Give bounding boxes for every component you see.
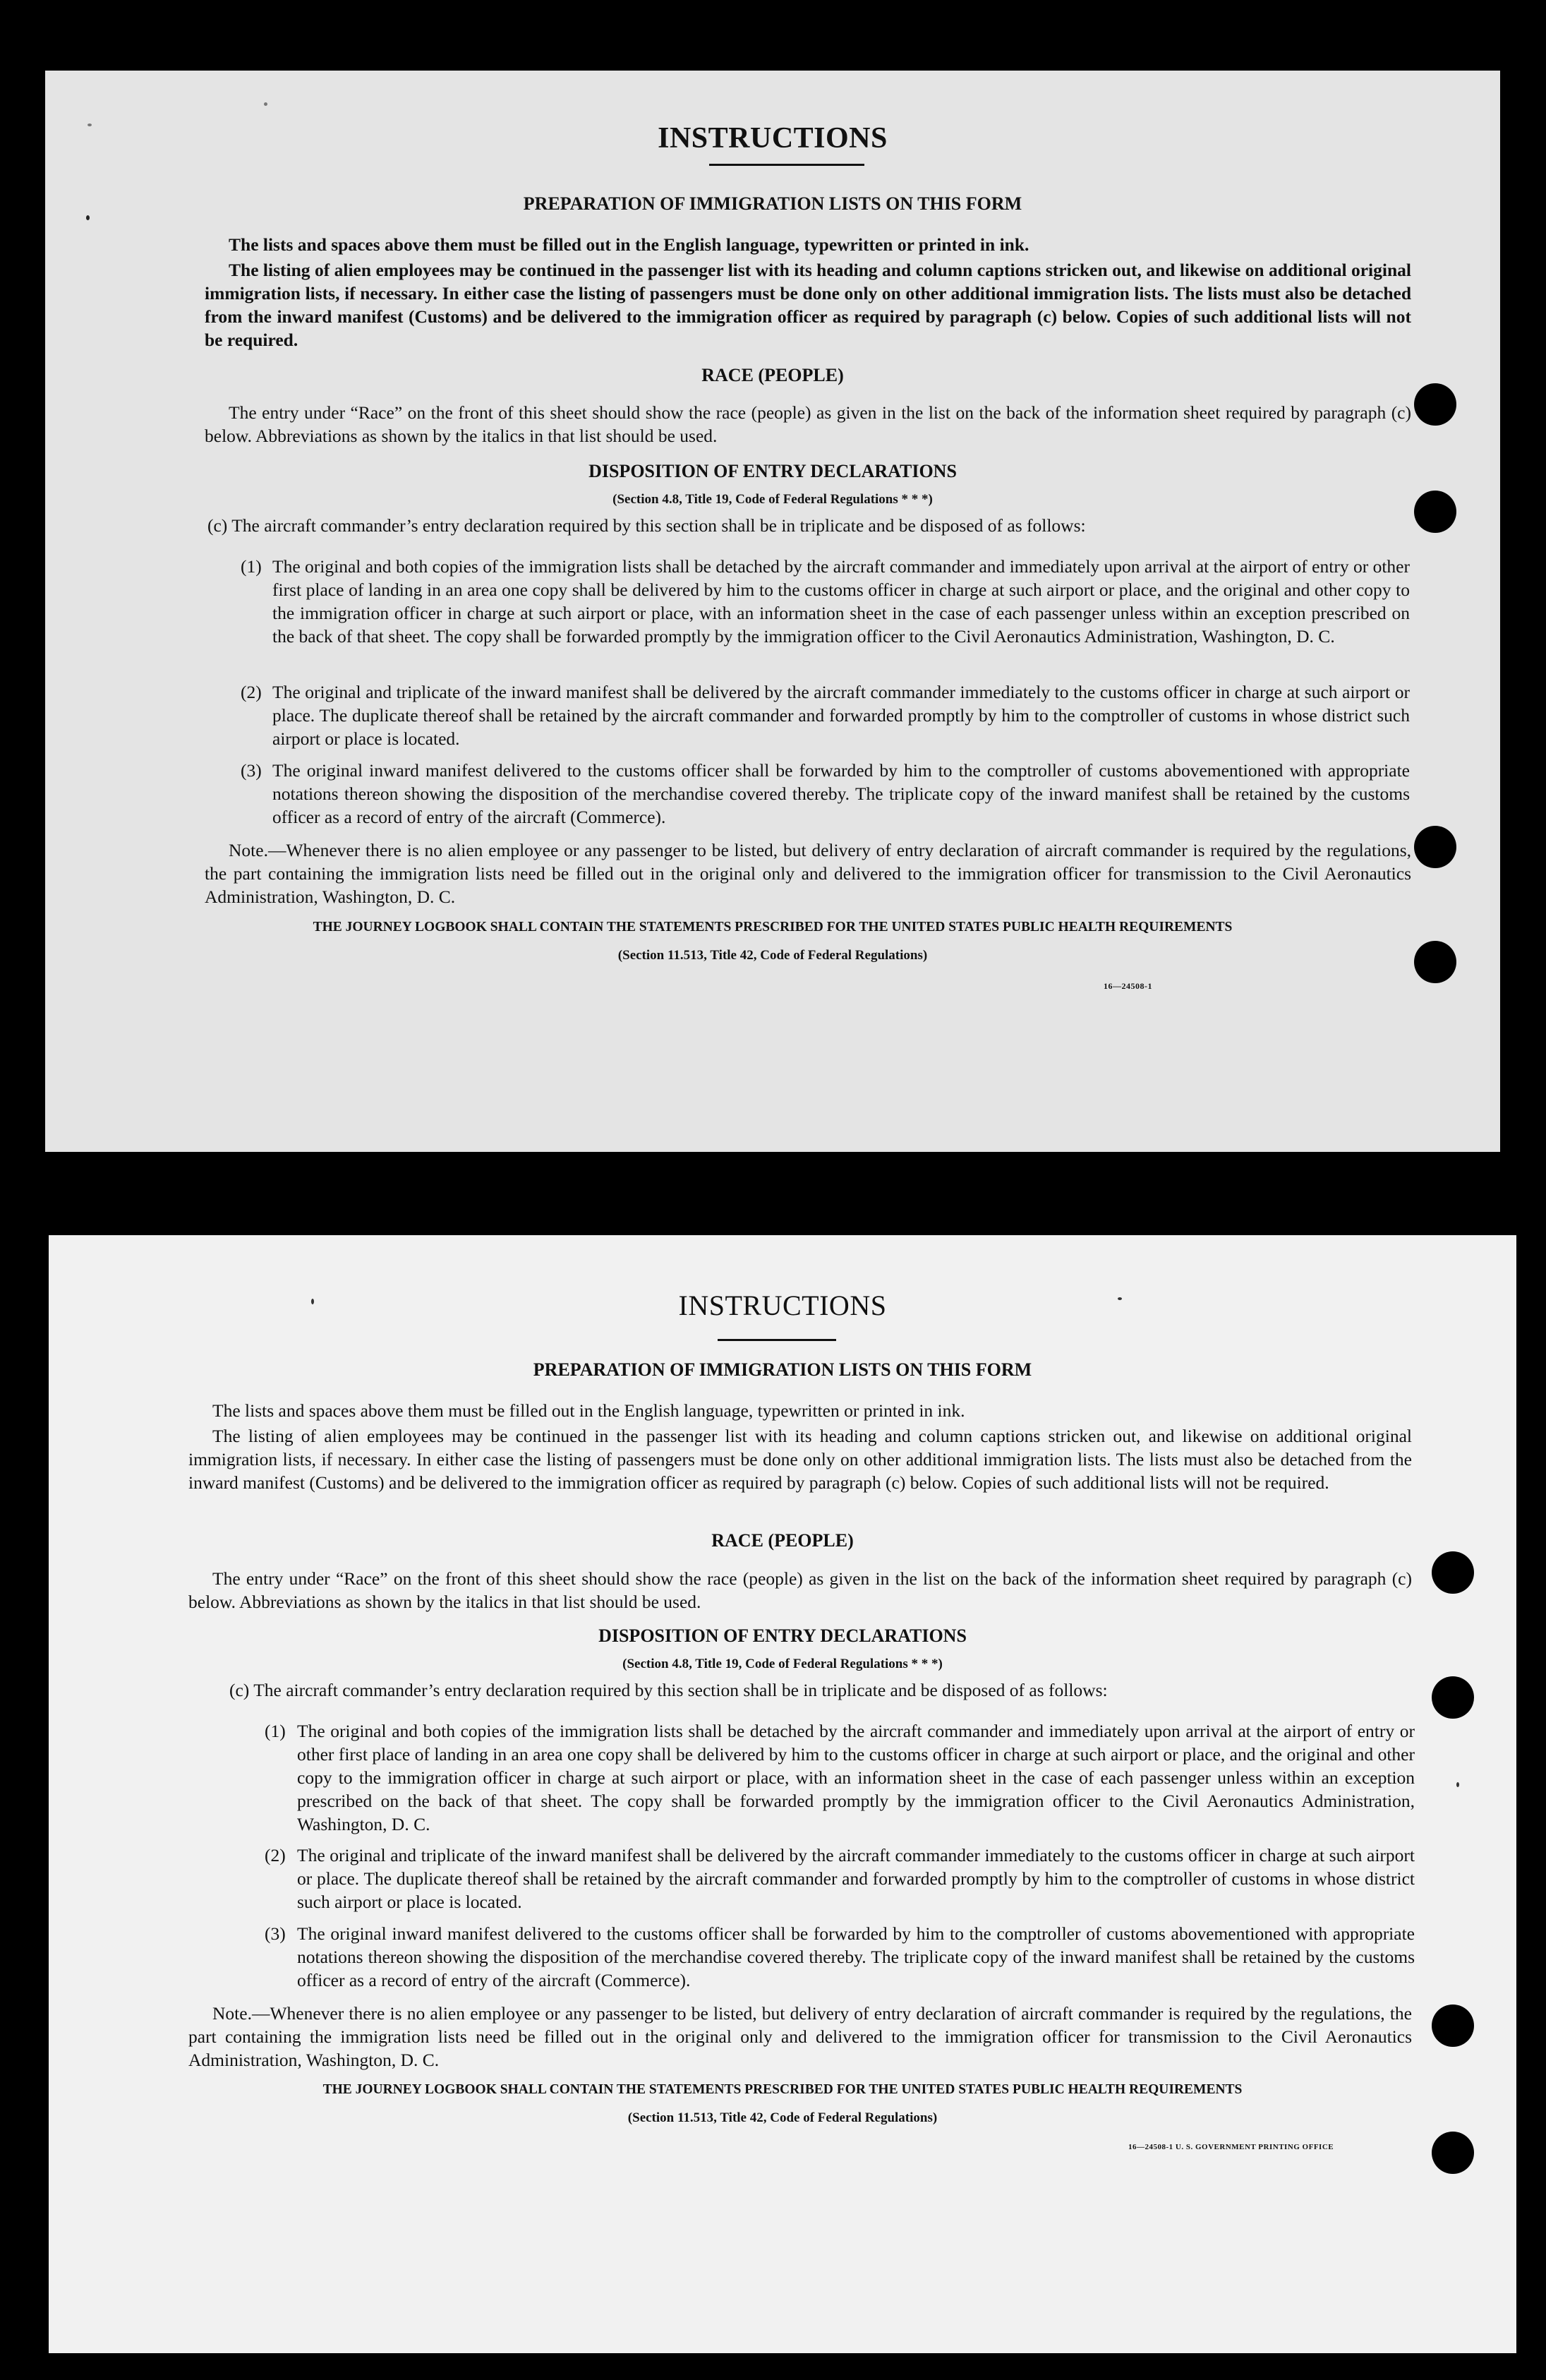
instruction-sheet-bottom	[49, 1235, 1516, 2353]
item-3-number: (3)	[265, 1923, 286, 1944]
item-1-text: The original and both copies of the immigration lists shall be detached by the aircraft commander and immediately upon arrival at the airport of entry or other first place of landing in an area one copy shall be delivered by him to the customs officer in charge at such airport or place, and the original and other copy to the immigration officer in charge at such airport or place, with an information sheet in the case of each passenger unless within an exception prescribed on the back of that sheet. The copy shall be forwarded promptly by the immigration officer to the Civil Aeronautics Administration, Washington, D. C.	[272, 556, 1410, 647]
item-2-text: The original and triplicate of the inward manifest shall be delivered by the aircraft commander immediately to the customs officer in charge at such airport or place. The duplicate thereof shall be retained by the aircraft commander and forwarded promptly by him to the comptroller of customs in whose district such airport or place is located.	[297, 1845, 1415, 1912]
punch-hole	[1414, 826, 1456, 868]
punch-hole	[1414, 941, 1456, 983]
race-paragraph: The entry under “Race” on the front of this sheet should show the race (people) as given in the list on the back of the information sheet required by paragraph (c) below. Abbreviations as shown by the italics in that list should be used.	[188, 1568, 1412, 1612]
disposition-paragraph-c: (c) The aircraft commander’s entry declaration required by this section shall be in triplicate and be disposed of as follows:	[229, 1680, 1108, 1700]
punch-hole	[1432, 2132, 1474, 2174]
item-1-text: The original and both copies of the immigration lists shall be detached by the aircraft commander and immediately upon arrival at the airport of entry or other first place of landing in an area one copy shall be delivered by him to the customs officer in charge at such airport or place, and the original and other copy to the immigration officer in charge at such airport or place, with an information sheet in the case of each passenger unless within an exception prescribed on the back of that sheet. The copy shall be forwarded promptly by the immigration officer to the Civil Aeronautics Administration, Washington, D. C.	[297, 1721, 1415, 1834]
prep-paragraph-1: The lists and spaces above them must be filled out in the English language, typewritten or printed in ink.	[229, 234, 1029, 255]
item-2-text: The original and triplicate of the inward manifest shall be delivered by the aircraft commander immediately to the customs officer in charge at such airport or place. The duplicate thereof shall be retained by the aircraft commander and forwarded promptly by him to the comptroller of customs in whose district such airport or place is located.	[272, 682, 1410, 749]
item-1-number: (1)	[265, 1721, 286, 1741]
prep-paragraph-2: The listing of alien employees may be continued in the passenger list with its heading and column captions stricken out, and likewise on additional original immigration lists, if necessary. In either case the listing of passengers must be done only on other additional immigration lists. The lists must also be detached from the inward manifest (Customs) and be delivered to the immigration officer as required by paragraph (c) below. Copies of such additional lists will not be required.	[205, 260, 1411, 350]
item-3-number: (3)	[241, 760, 262, 781]
punch-hole	[1432, 2005, 1474, 2047]
race-heading: RACE (PEOPLE)	[711, 1530, 854, 1551]
speck	[1456, 1782, 1459, 1787]
punch-hole	[1414, 383, 1456, 426]
logbook-statement: THE JOURNEY LOGBOOK SHALL CONTAIN THE STATEMENTS PRESCRIBED FOR THE UNITED STATES PUBLIC HEALTH REQUIREMENTS	[313, 920, 1233, 934]
item-3-text: The original inward manifest delivered to the customs officer shall be forwarded by him to the comptroller of customs abovementioned with appropriate notations thereon showing the disposition of the merchandise covered thereby. The triplicate copy of the inward manifest shall be retained by the customs officer as a record of entry of the aircraft (Commerce).	[297, 1923, 1415, 1990]
disposition-paragraph-c: (c) The aircraft commander’s entry declaration required by this section shall be in triplicate and be disposed of as follows:	[207, 515, 1086, 536]
logbook-citation: (Section 11.513, Title 42, Code of Federal Regulations)	[617, 948, 928, 963]
item-2-number: (2)	[265, 1845, 286, 1865]
punch-hole	[1432, 1676, 1474, 1719]
page-title: INSTRUCTIONS	[678, 1290, 887, 1321]
item-1-number: (1)	[241, 556, 262, 577]
race-heading: RACE (PEOPLE)	[701, 365, 844, 385]
disposition-citation: (Section 4.8, Title 19, Code of Federal Regulations * * *)	[622, 1657, 943, 1671]
prep-paragraph-1: The lists and spaces above them must be filled out in the English language, typewritten or printed in ink.	[212, 1400, 965, 1421]
logbook-statement: THE JOURNEY LOGBOOK SHALL CONTAIN THE STATEMENTS PRESCRIBED FOR THE UNITED STATES PUBLIC HEALTH REQUIREMENTS	[322, 2082, 1243, 2097]
title-rule	[718, 1339, 836, 1341]
disposition-citation: (Section 4.8, Title 19, Code of Federal Regulations * * *)	[612, 492, 933, 507]
prep-heading: PREPARATION OF IMMIGRATION LISTS ON THIS FORM	[533, 1359, 1032, 1380]
logbook-citation: (Section 11.513, Title 42, Code of Federal Regulations)	[627, 2110, 938, 2125]
disposition-heading: DISPOSITION OF ENTRY DECLARATIONS	[588, 461, 957, 481]
speck	[264, 102, 267, 106]
punch-hole	[1414, 491, 1456, 533]
punch-hole	[1432, 1551, 1474, 1594]
page-title: INSTRUCTIONS	[658, 122, 888, 155]
form-code: 16—24508-1	[1104, 981, 1152, 991]
prep-heading: PREPARATION OF IMMIGRATION LISTS ON THIS FORM	[523, 193, 1022, 214]
item-2-number: (2)	[241, 682, 262, 702]
speck	[86, 215, 90, 220]
note-paragraph: Note.—Whenever there is no alien employee or any passenger to be listed, but delivery of entry declaration of aircraft commander is required by the regulations, the part containing the immigration lists need be filled out in the original only and delivered to the immigration officer for transmission to the Civil Aeronautics Administration, Washington, D. C.	[188, 2003, 1412, 2070]
instruction-sheet-top	[45, 71, 1500, 1152]
item-3-text: The original inward manifest delivered to the customs officer shall be forwarded by him to the comptroller of customs abovementioned with appropriate notations thereon showing the disposition of the merchandise covered thereby. The triplicate copy of the inward manifest shall be retained by the customs officer as a record of entry of the aircraft (Commerce).	[272, 760, 1410, 827]
note-paragraph: Note.—Whenever there is no alien employee or any passenger to be listed, but delivery of entry declaration of aircraft commander is required by the regulations, the part containing the immigration lists need be filled out in the original only and delivered to the immigration officer for transmission to the Civil Aeronautics Administration, Washington, D. C.	[205, 840, 1411, 907]
title-rule	[709, 164, 864, 166]
form-code: 16—24508-1 U. S. GOVERNMENT PRINTING OFFICE	[1128, 2143, 1334, 2151]
disposition-heading: DISPOSITION OF ENTRY DECLARATIONS	[598, 1625, 967, 1646]
prep-paragraph-2: The listing of alien employees may be continued in the passenger list with its heading and column captions stricken out, and likewise on additional original immigration lists, if necessary. In either case the listing of passengers must be done only on other additional immigration lists. The lists must also be detached from the inward manifest (Customs) and be delivered to the immigration officer as required by paragraph (c) below. Copies of such additional lists will not be required.	[188, 1426, 1412, 1493]
race-paragraph: The entry under “Race” on the front of this sheet should show the race (people) as given in the list on the back of the information sheet required by paragraph (c) below. Abbreviations as shown by the italics in that list should be used.	[205, 402, 1411, 446]
